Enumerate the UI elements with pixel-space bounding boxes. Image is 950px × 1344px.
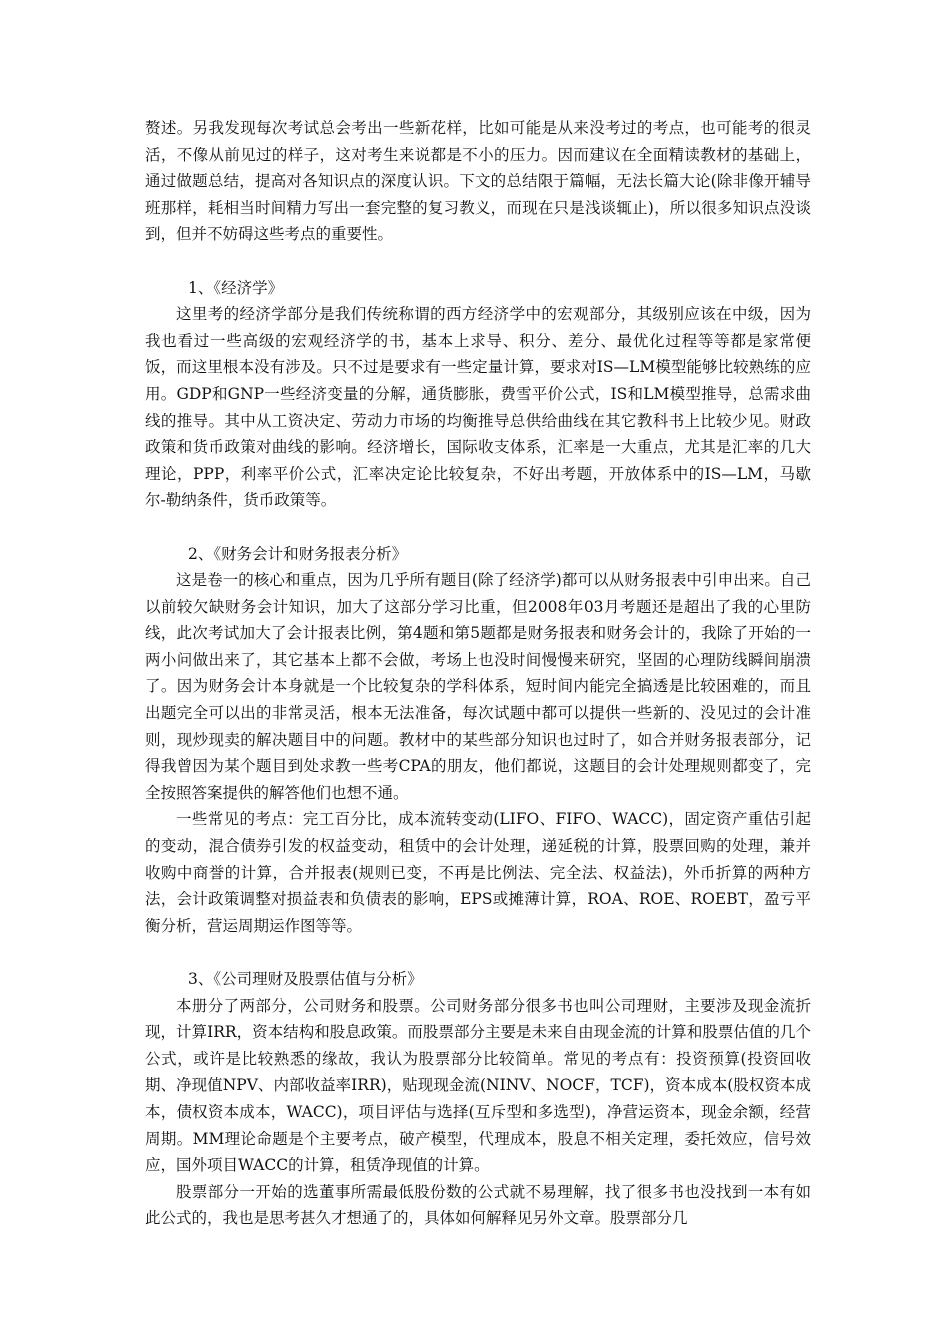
section-heading: 2、《财务会计和财务报表分析》 [188, 544, 408, 563]
section-corporate-finance [145, 966, 811, 1232]
body-paragraph: 这里考的经济学部分是我们传统称谓的西方经济学中的宏观部分，其级别应该在中级，因为我也看过一些高级的宏观经济学的书，基本上求导、积分、差分、最优化过程等等都是家常便饭，而这里根本没有涉及。只不过是要求有一些定量计算，要求对IS—LM模型能够比较熟练的应用。GDP和GNP一些经济变量的分解，通货膨胀，费雪平价公式，IS和LM模型推导，总需求曲线的推导。其中从工资决定、劳动力市场的均衡推导总供给曲线在其它教科书上比较少见。财政政策和货币政策对曲线的影响。经济增长，国际收支体系，汇率是一大重点，尤其是汇率的几大理论，PPP，利率平价公式，汇率决定论比较复杂，不好出考题，开放体系中的IS—LM，马歇尔-勒纳条件，货币政策等。 [145, 305, 811, 510]
section-financial-accounting [145, 541, 811, 940]
body-paragraph: 这是卷一的核心和重点，因为几乎所有题目(除了经济学)都可以从财务报表中引申出来。自己以前较欠缺财务会计知识，加大了这部分学习比重，但2008年03月考题还是超出了我的心里防线，此次考试加大了会计报表比例，第4题和第5题都是财务报表和财务会计的，我除了开始的一两小问做出来了，其它基本上都不会做，考场上也没时间慢慢来研究，坚固的心理防线瞬间崩溃了。因为财务会计本身就是一个比较复杂的学科体系，短时间内能完全搞透是比较困难的，而且出题完全可以出的非常灵活，根本无法准备，每次试题中都可以提供一些新的、没见过的会计准则，现炒现卖的解决题目中的问题。教材中的某些部分知识也过时了，如合并财务报表部分，记得我曾因为某个题目到处求教一些考CPA的朋友，他们都说，这题目的会计处理规则都变了，完全按照答案提供的解答他们也想不通。 [145, 571, 811, 802]
document-page [145, 115, 811, 1232]
section-economics [145, 275, 811, 514]
body-paragraph: 股票部分一开始的选董事所需最低股份数的公式就不易理解，找了很多书也没找到一本有如此公式的，我也是思考甚久才想通了的，具体如何解释见另外文章。股票部分几 [145, 1182, 811, 1228]
intro-paragraph: 赘述。另我发现每次考试总会考出一些新花样，比如可能是从来没考过的考点，也可能考的很灵活，不像从前见过的样子，这对考生来说都是不小的压力。因而建议在全面精读教材的基础上，通过做题总结，提高对各知识点的深度认识。下文的总结限于篇幅，无法长篇大论(除非像开辅导班那样，耗相当时间精力写出一套完整的复习教义，而现在只是浅谈辄止)，所以很多知识点没谈到，但并不妨碍这些考点的重要性。 [145, 119, 811, 244]
section-heading: 3、《公司理财及股票估值与分析》 [188, 970, 423, 988]
body-paragraph: 本册分了两部分，公司财务和股票。公司财务部分很多书也叫公司理财，主要涉及现金流折现，计算IRR，资本结构和股息政策。而股票部分主要是未来自由现金流的计算和股票估值的几个公式，或许是比较熟悉的缘故，我认为股票部分比较简单。常见的考点有：投资预算(投资回收期、净现值NPV、内部收益率IRR)，贴现现金流(NINV、NOCF，TCF)，资本成本(股权资本成本，债权资本成本，WACC)，项目评估与选择(互斥型和多选型)，净营运资本，现金余额，经营周期。MM理论命题是个主要考点，破产模型，代理成本，股息不相关定理，委托效应，信号效应，国外项目WACC的计算，租赁净现值的计算。 [145, 996, 811, 1175]
body-paragraph: 一些常见的考点：完工百分比，成本流转变动(LIFO、FIFO、WACC)，固定资产重估引起的变动，混合债券引发的权益变动，租赁中的会计处理，递延税的计算，股票回购的处理，兼并收购中商誉的计算，合并报表(规则已变，不再是比例法、完全法、权益法)，外币折算的两种方法，会计政策调整对损益表和负债表的影响，EPS或摊薄计算，ROA、ROE、ROEBT，盈亏平衡分析，营运周期运作图等等。 [145, 810, 811, 935]
section-heading: 1、《经济学》 [188, 278, 284, 297]
